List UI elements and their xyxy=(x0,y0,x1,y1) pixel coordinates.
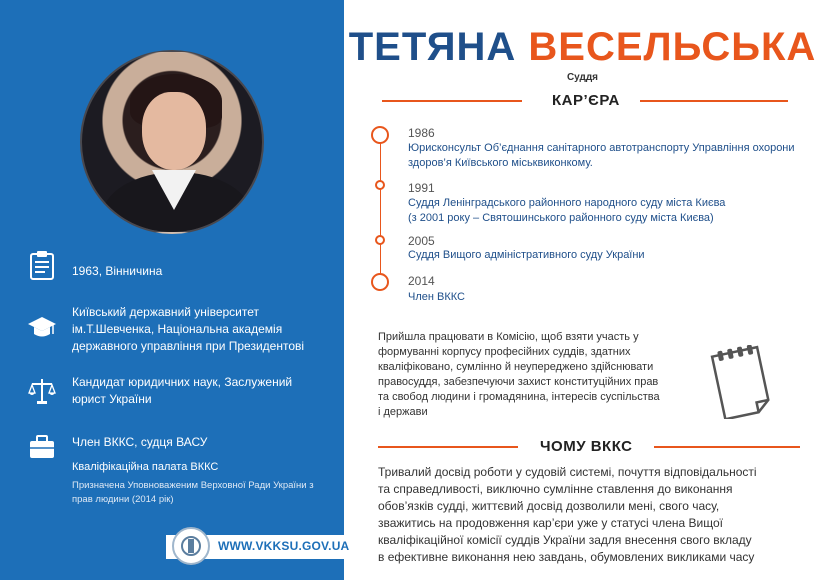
role-label: Суддя xyxy=(566,72,599,83)
mission-line: і держави xyxy=(378,406,428,418)
why-title: ЧОМУ ВККС xyxy=(540,438,633,455)
why-rule-left xyxy=(378,446,518,448)
appointment-line: Призначена Уповноваженим Верховної Ради України з xyxy=(72,480,314,491)
chamber-text: Кваліфікаційна палата ВККС xyxy=(72,461,219,473)
position-text xyxy=(72,434,314,507)
degree-line: юрист України xyxy=(72,392,152,406)
education-row xyxy=(28,304,328,356)
career-year: 1991 xyxy=(408,181,435,195)
career-line: здоров’я Київського міськвиконкому. xyxy=(408,157,593,169)
career-line: Суддя Ленінградського районного народного суду міста Києва xyxy=(408,197,726,209)
timeline-line xyxy=(380,128,381,288)
career-year: 2005 xyxy=(408,234,435,248)
position-title: Член ВККС, судця ВАСУ xyxy=(72,435,208,449)
appointment-line: прав людини (2014 рік) xyxy=(72,494,174,505)
career-rule-right xyxy=(640,100,788,102)
degree-row xyxy=(28,374,328,410)
clipboard-icon xyxy=(28,250,56,280)
career-line: Юрисконсульт Об’єднання санітарного автотранспорту Управління охорони xyxy=(408,142,795,154)
website-link[interactable]: WWW.VKKSU.GOV.UA xyxy=(218,539,350,553)
education-text xyxy=(72,304,304,355)
why-line: Тривалий досвід роботи у судовій системі, почуття відповідальності xyxy=(378,465,757,479)
vkks-emblem-icon xyxy=(172,527,210,565)
scales-icon xyxy=(28,376,56,406)
mission-statement xyxy=(378,330,700,420)
graduation-cap-icon xyxy=(28,312,56,342)
mission-line: та свобод людини і громадянина, інтересів суспільства xyxy=(378,391,660,403)
appointment-text xyxy=(72,479,314,507)
mission-line: кваліфіковано, сумлінно й неупереджено здійснювати xyxy=(378,361,654,373)
career-rule-left xyxy=(382,100,522,102)
timeline-dot xyxy=(375,235,385,245)
career-description xyxy=(408,141,808,171)
position-row xyxy=(28,434,328,514)
education-line: державного управління при Президентові xyxy=(72,339,305,353)
birth-text: 1963, Вінничина xyxy=(72,264,163,278)
degree-line: Кандидат юридичних наук, Заслужений xyxy=(72,375,293,389)
why-line: та справедливості, виключно сумлінне ставлення до виконання xyxy=(378,482,733,496)
first-name: ТЕТЯНА xyxy=(348,25,517,69)
career-year: 1986 xyxy=(408,126,435,140)
education-line: ім.Т.Шевченка, Національна академія xyxy=(72,322,283,336)
left-panel xyxy=(0,0,344,580)
career-description xyxy=(408,290,808,305)
briefcase-icon xyxy=(28,432,56,462)
career-line: (з 2001 року – Святошинського районного суду міста Києва) xyxy=(408,212,714,224)
career-description xyxy=(408,248,808,263)
why-line: кваліфікаційної комісії суддів України задля внесення свого вкладу xyxy=(378,533,752,547)
sticky-note-icon xyxy=(710,345,774,419)
mission-line: правосуддя, забезпечуючи захист конституційних прав xyxy=(378,376,659,388)
portrait-photo xyxy=(80,50,264,234)
timeline-dot xyxy=(371,273,389,291)
birth-row xyxy=(28,250,328,280)
why-statement xyxy=(378,464,798,566)
education-line: Київський державний університет xyxy=(72,305,260,319)
person-name xyxy=(344,24,821,70)
career-line: Суддя Вищого адміністративного суду України xyxy=(408,249,645,261)
degree-text xyxy=(72,374,292,408)
career-title: КАР’ЄРА xyxy=(552,92,620,109)
last-name: ВЕСЕЛЬСЬКА xyxy=(528,25,817,69)
career-line: Член ВККС xyxy=(408,291,465,303)
career-description xyxy=(408,196,808,226)
mission-line: формуванні корпусу професійних суддів, здатних xyxy=(378,346,631,358)
timeline-dot xyxy=(371,126,389,144)
why-line: в ефективне виконання нею завдань, обумовлених викликами часу xyxy=(378,550,755,564)
mission-line: Прийшла працювати в Комісію, щоб взяти участь у xyxy=(378,331,639,343)
timeline-dot xyxy=(375,180,385,190)
why-rule-right xyxy=(654,446,800,448)
why-line: зважитись на продовження кар’єри уже у статусі члена Вищої xyxy=(378,516,723,530)
why-line: обов’язків судді, життєвий досвід дозволили мені, свого часу, xyxy=(378,499,720,513)
career-year: 2014 xyxy=(408,274,435,288)
